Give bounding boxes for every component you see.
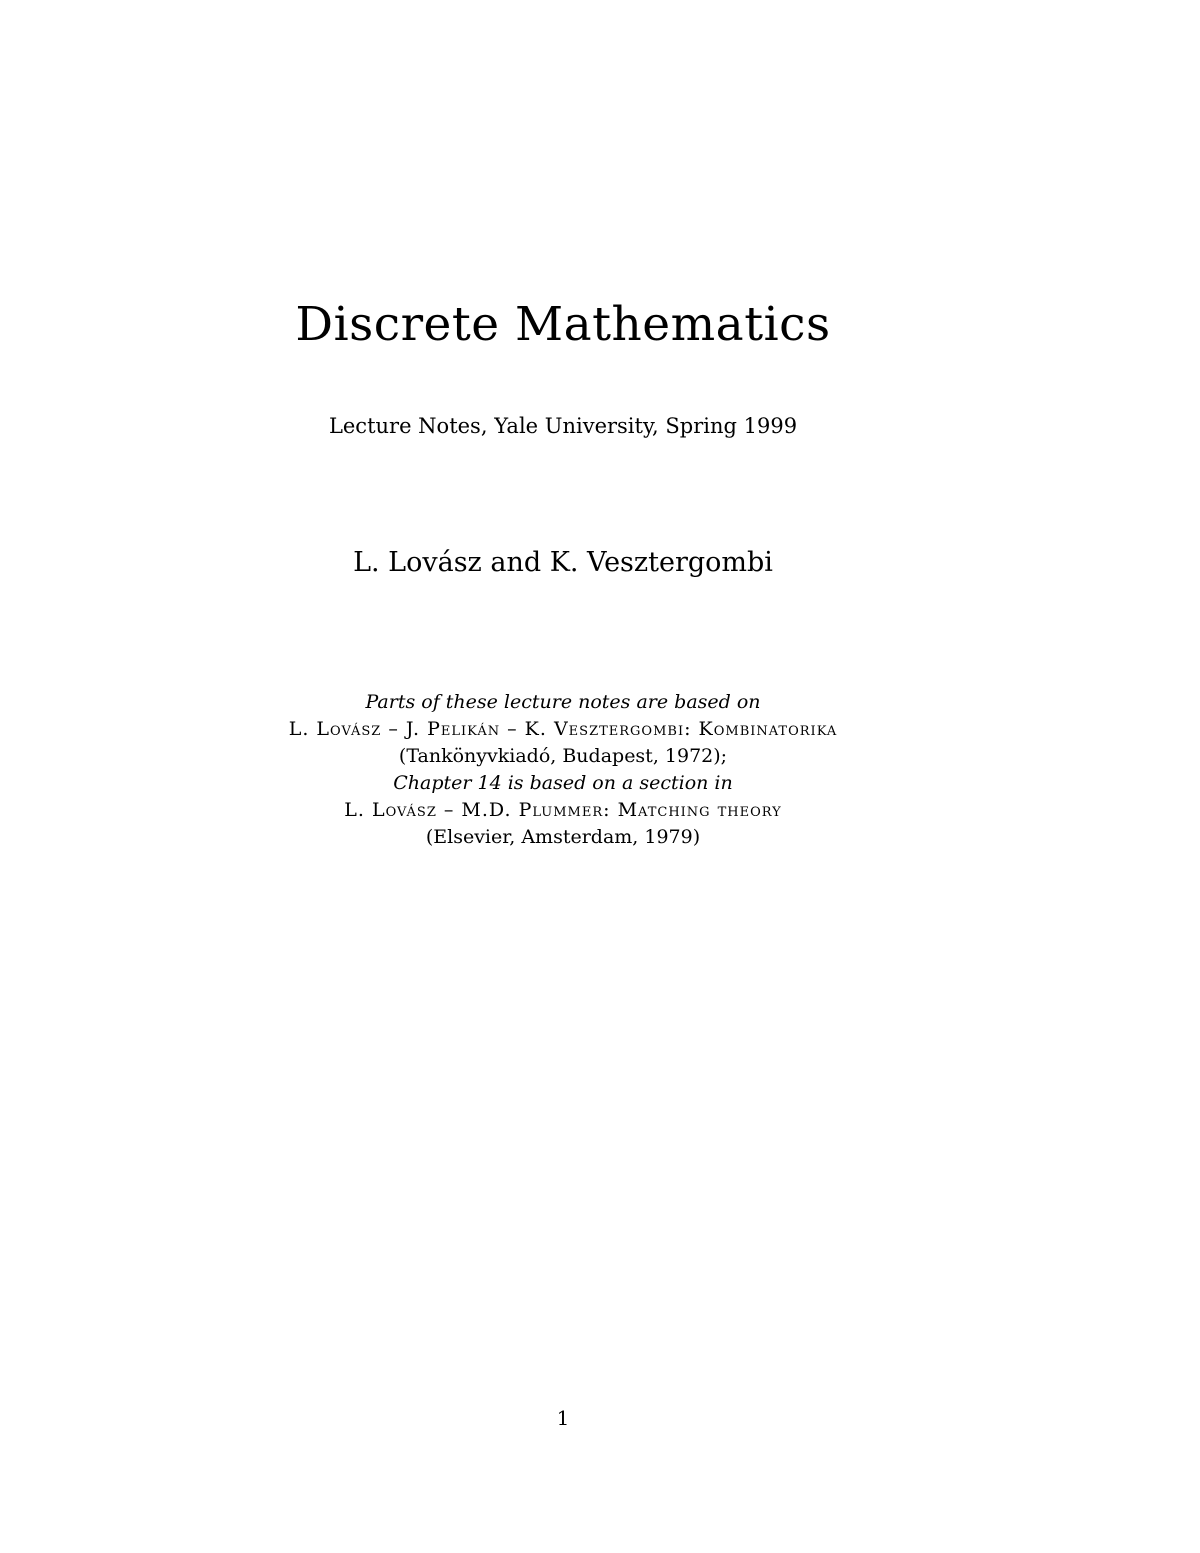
- credits-reference-matching-theory: L. Lovász – M.D. Plummer: Matching theory: [344, 799, 782, 821]
- page-number: 1: [556, 1406, 570, 1430]
- document-authors: L. Lovász and K. Vesztergombi: [353, 547, 773, 578]
- credits-reference-kombinatorika: L. Lovász – J. Pelikán – K. Vesztergombi: Kombinatorika: [288, 718, 838, 740]
- credits-chapter-note: Chapter 14 is based on a section in: [393, 772, 733, 794]
- credits-intro: Parts of these lecture notes are based on: [365, 691, 761, 713]
- credits-publisher-kombinatorika: (Tankönyvkiadó, Budapest, 1972);: [398, 745, 728, 767]
- document-subtitle: Lecture Notes, Yale University, Spring 1999: [328, 414, 798, 438]
- credits-publisher-matching-theory: (Elsevier, Amsterdam, 1979): [425, 826, 701, 848]
- credits-block: [0, 689, 1126, 851]
- document-title: Discrete Mathematics: [295, 297, 831, 352]
